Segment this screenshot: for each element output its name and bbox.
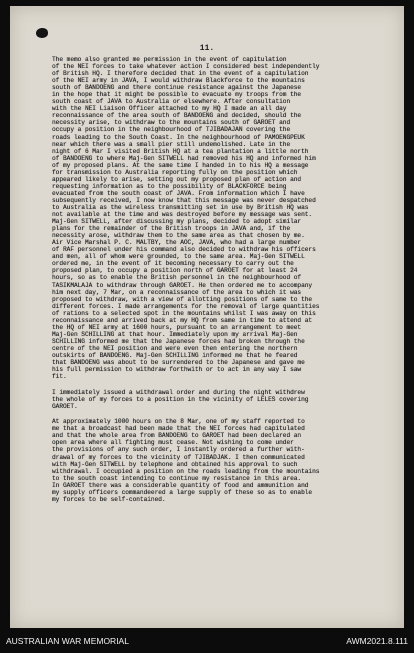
text-line: necessity arise, to withdraw to the mountains south of GAROET and	[52, 119, 291, 127]
text-line: for transmission to Australia reporting fully on the position which	[52, 168, 298, 176]
text-line: roads leading to the South Coast. In the neighbourhood of PAMOENGPEUK	[52, 133, 305, 141]
text-line: south coast of JAVA to Australia or elsewhere. After consultation	[52, 98, 291, 106]
text-line: TASIKMALAJA to withdraw through GAROET. He then ordered me to accompany	[52, 281, 313, 289]
text-line: fit.	[52, 373, 67, 381]
text-line: Air Vice Marshal P. C. MALTBY, the AOC, JAVA, who had a large number	[52, 239, 302, 247]
text-line: near which there was a small pier still undemolished. Late in the	[52, 140, 291, 148]
text-line: with Maj-Gen SITWELL by telephone and obtained his approval to such	[52, 460, 298, 468]
text-line: occupy a position in the neighbourhood of TJIBADAJAN covering the	[52, 126, 291, 134]
punch-hole	[36, 28, 48, 38]
text-line: and that the whole area from BANDOENG to GAROET had been declared an	[52, 432, 302, 440]
text-line: of rations to a selected spot in the mountains whilst I was away on this	[52, 309, 316, 317]
paragraph	[52, 56, 380, 380]
page-number: 11.	[199, 44, 215, 53]
footer-reference: AWM2021.8.111	[346, 636, 408, 646]
footer-institution: AUSTRALIAN WAR MEMORIAL	[6, 636, 129, 646]
text-line: ordered me, in the event of it becoming necessary to carry out the	[52, 260, 294, 268]
document-page	[10, 6, 404, 628]
text-line: hours, so as to enable the British personnel in the neighbourhood of	[52, 274, 302, 282]
text-line: GAROET.	[52, 402, 78, 410]
text-line: of the NEI forces to take whatever action I considered best independently	[52, 63, 320, 71]
paragraph	[52, 418, 380, 503]
text-line: the provisions of any such order, I instantly ordered a further with-	[52, 446, 305, 454]
text-line: of RAF personnel under his command also decided to withdraw his officers	[52, 246, 316, 254]
text-line: that BANDOENG was about to be surrendered to the Japanese and gave me	[52, 359, 305, 367]
document-body	[52, 56, 380, 511]
text-line: to Australia as the wireless transmitting set in use by British HQ was	[52, 203, 309, 211]
paragraph	[52, 389, 380, 410]
text-line: necessity arose, withdraw them to the same area as that chosen by me.	[52, 232, 305, 240]
text-line: I immediately issued a withdrawal order and during the night withdrew	[52, 388, 305, 396]
text-line: withdrawal. I occupied a position on the roads leading from the mountains	[52, 467, 320, 475]
text-line: appeared likely to arise, setting out my proposed plan of action and	[52, 175, 302, 183]
text-line: and men, all of whom were grounded, to the same area. Maj-Gen SITWELL	[52, 253, 305, 261]
text-line: centre of the NEI position and were even then entering the northern	[52, 344, 298, 352]
archive-footer	[0, 628, 414, 653]
text-line: my forces to be self-contained.	[52, 495, 166, 503]
text-line: reconnaissance of the area south of BANDOENG and decided, should the	[52, 112, 302, 120]
text-line: SCHILLING informed me that the Japanese forces had broken through the	[52, 337, 305, 345]
text-line: the HQ of NEI army at 1600 hours, pursuant to an arrangement to meet	[52, 323, 302, 331]
text-line: subsequently received, I now know that this message was never despatched	[52, 196, 316, 204]
text-line: Maj-Gen SITWELL, after discussing my plans, decided to adopt similar	[52, 218, 302, 226]
text-line: me that a broadcast had been made that the NEI forces had capitulated	[52, 425, 305, 433]
text-line: proposed plan, to occupy a position north of GAROET for at least 24	[52, 267, 298, 275]
text-line: his full permission to withdraw forthwith or to act in any way I saw	[52, 366, 302, 374]
text-line: requesting information as to the possibility of BLACKFORCE being	[52, 182, 287, 190]
text-line: my supply officers commandeered a large supply of these so as to enable	[52, 488, 313, 496]
text-line: different forces. I made arrangements for the removal of large quantities	[52, 302, 320, 310]
text-line: outskirts of BANDOENG. Maj-Gen SCHILLING informed me that he feared	[52, 351, 298, 359]
text-line: the whole of my forces to a position in the vicinity of LELES covering	[52, 395, 309, 403]
text-line: proposed to withdraw, with a view of allotting positions of same to the	[52, 295, 313, 303]
text-line: of my proposed plans. At the same time I handed in to his HQ a message	[52, 161, 309, 169]
text-line: him next day, 7 Mar, on a reconnaissance of the area to which it was	[52, 288, 302, 296]
text-line: evacuated from the south coast of JAVA. From information which I have	[52, 189, 305, 197]
text-line: In GAROET there was a considerable quantity of food and ammunition and	[52, 481, 309, 489]
text-line: not available at the time and was destroyed before my message was sent.	[52, 211, 313, 219]
text-line: night of 6 Mar I visited British HQ at a tea plantation a little north	[52, 147, 309, 155]
text-line: plans for the remainder of the British troops in JAVA and, if the	[52, 225, 291, 233]
text-line: reconnaissance and arrived back at my HQ from same in time to attend at	[52, 316, 313, 324]
text-line: of BANDOENG to where Maj-Gen SITWELL had removed his HQ and informed him	[52, 154, 316, 162]
text-line: At approximately 1000 hours on the 8 Mar, one of my staff reported to	[52, 418, 305, 426]
text-line: of British HQ. I therefore decided that in the event of a capitulation	[52, 70, 309, 78]
text-line: drawal of my forces to the vicinity of TJIBADJAK. I then communicated	[52, 453, 305, 461]
text-line: south of BANDOENG and there continue resistance against the Japanese	[52, 84, 302, 92]
text-line: open area where all fighting must cease. Not wishing to come under	[52, 439, 294, 447]
text-line: to the south coast intending to continue my resistance in this area.	[52, 474, 302, 482]
text-line: of the NEI army in JAVA, I would withdraw Blackforce to the mountains	[52, 77, 305, 85]
text-line: Maj-Gen SCHILLING at that hour. Immediately upon my arrival Maj-Gen	[52, 330, 298, 338]
text-line: in the hope that it might be possible to evacuate my troops from the	[52, 91, 302, 99]
text-line: with the NEI Liaison Officer attached to my HQ I made an all day	[52, 105, 287, 113]
text-line: The memo also granted me permission in the event of capitulation	[52, 56, 287, 63]
